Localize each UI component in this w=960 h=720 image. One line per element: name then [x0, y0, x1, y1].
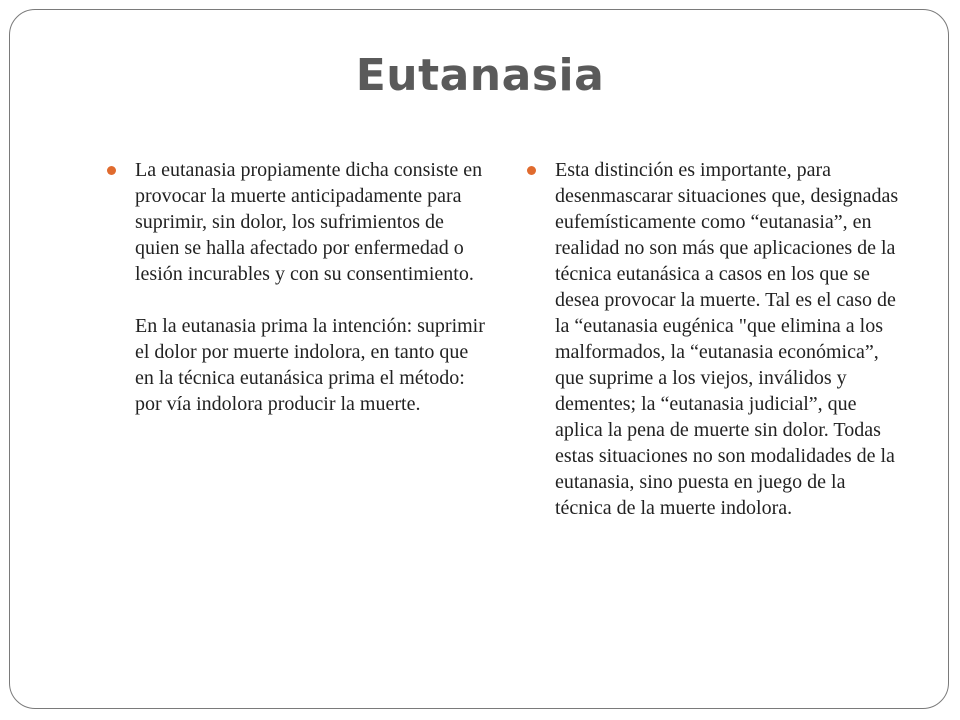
slide-title: Eutanasia [355, 50, 605, 101]
right-column [555, 157, 905, 521]
bullet-dot-icon [107, 166, 116, 175]
left-paragraph-2: En la eutanasia prima la intención: suprimir el dolor por muerte indolora, en tanto que en la técnica eutanásica prima el método: por vía indolora producir la muerte. [135, 315, 485, 415]
left-paragraph-1: La eutanasia propiamente dicha consiste en provocar la muerte anticipadamente para suprimir, sin dolor, los sufrimientos de quien se halla afectado por enfermedad o lesión incurables y con su consentimiento. [135, 159, 483, 285]
bullet-dot-icon [527, 166, 536, 175]
right-paragraph-1: Esta distinción es importante, para desenmascarar situaciones que, designadas eufemísticamente como “eutanasia”, en realidad no son más que aplicaciones de la técnica eutanásica a casos en los que se desea provocar la muerte. Tal es el caso de la “eutanasia eugénica "que elimina a los malformados, la “eutanasia económica”, que suprime a los viejos, inválidos y dementes; la “eutanasia judicial”, que aplica la pena de muerte sin dolor. Todas estas situaciones no son modalidades de la eutanasia, sino puesta en juego de la técnica de la muerte indolora. [555, 159, 899, 519]
left-column [135, 157, 485, 417]
